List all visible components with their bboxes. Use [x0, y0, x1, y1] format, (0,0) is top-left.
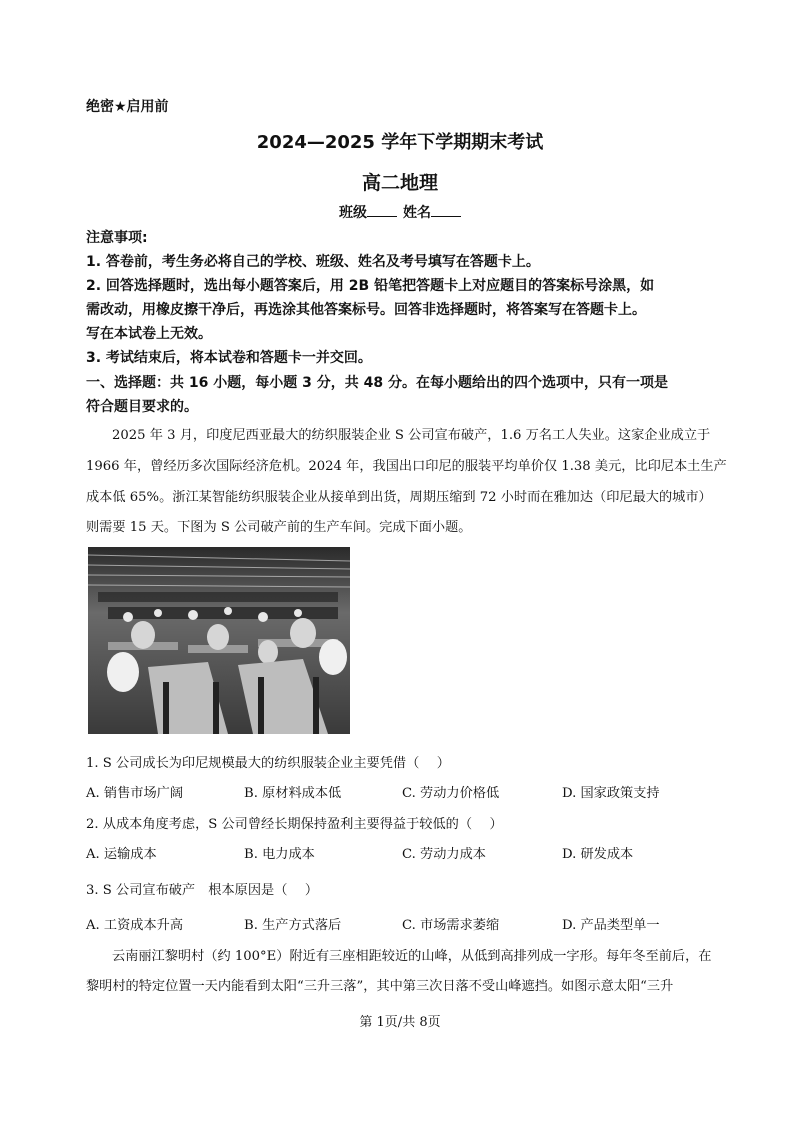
- passage-line: 2025 年 3 月，印度尼西亚最大的纺织服装企业 S 公司宣布破产，1.6 万名工人失业。这家企业成立于: [112, 428, 711, 443]
- option-a: A. 工资成本升高: [86, 918, 184, 933]
- section-heading: 一、选择题：共 16 小题，每小题 3 分，共 48 分。在每小题给出的四个选项中，只有一项是: [86, 375, 668, 391]
- question-stem: 1. S 公司成长为印尼规模最大的纺织服装企业主要凭借（ ）: [86, 756, 450, 771]
- class-name-line: [0, 202, 800, 222]
- option-d: D. 国家政策支持: [562, 786, 660, 801]
- passage-line: 则需要 15 天。下图为 S 公司破产前的生产车间。完成下面小题。: [86, 520, 472, 535]
- notice-item: 3. 考试结束后，将本试卷和答题卡一并交回。: [86, 350, 372, 366]
- page-number: 第 1页/共 8页: [359, 1015, 441, 1030]
- notice-title: 注意事项:: [86, 230, 148, 246]
- notice-item: 2. 回答选择题时，选出每小题答案后，用 2B 铅笔把答题卡上对应题目的答案标号涂黑，如: [86, 278, 655, 294]
- factory-photo-illustration: [88, 547, 350, 734]
- notice-item: 1. 答卷前，考生务必将自己的学校、班级、姓名及考号填写在答题卡上。: [86, 254, 540, 270]
- option-c: C. 劳动力价格低: [402, 786, 500, 801]
- subject-title: 高二地理: [361, 172, 438, 194]
- option-b: B. 生产方式落后: [244, 918, 342, 933]
- notice-item: 需改动，用橡皮擦干净后，再选涂其他答案标号。回答非选择题时，将答案写在答题卡上。: [86, 302, 646, 318]
- option-a: A. 销售市场广阔: [86, 786, 184, 801]
- option-d: D. 产品类型单一: [562, 918, 660, 933]
- option-d: D. 研发成本: [562, 847, 634, 862]
- option-a: A. 运输成本: [86, 847, 157, 862]
- passage-line: 成本低 65%。浙江某智能纺织服装企业从接单到出货，周期压缩到 72 小时而在雅加达（印尼最大的城市）: [86, 490, 712, 505]
- option-b: B. 电力成本: [244, 847, 315, 862]
- class-label: 班级: [339, 205, 367, 221]
- section-heading: 符合题目要求的。: [86, 399, 198, 415]
- name-blank: [431, 202, 461, 217]
- option-c: C. 劳动力成本: [402, 847, 486, 862]
- question-stem: 2. 从成本角度考虑，S 公司曾经长期保持盈利主要得益于较低的（ ）: [86, 817, 503, 832]
- class-blank: [367, 202, 397, 217]
- passage-line: 1966 年，曾经历多次国际经济危机。2024 年，我国出口印尼的服装平均单价仅 1.38 美元，比印尼本土生产: [86, 459, 727, 474]
- passage-line: 云南丽江黎明村（约 100°E）附近有三座相距较近的山峰，从低到高排列成一字形。每年冬至前后，在: [112, 949, 712, 964]
- notice-item: 写在本试卷上无效。: [86, 326, 212, 342]
- name-label: 姓名: [403, 205, 431, 221]
- option-b: B. 原材料成本低: [244, 786, 342, 801]
- exam-title: 2024—2025 学年下学期期末考试: [256, 132, 544, 153]
- factory-workshop-photo: [88, 547, 350, 734]
- confidential-mark: 绝密★启用前: [86, 99, 169, 115]
- option-c: C. 市场需求萎缩: [402, 918, 500, 933]
- passage-line: 黎明村的特定位置一天内能看到太阳“三升三落”，其中第三次日落不受山峰遮挡。如图示意太阳“三升: [86, 979, 674, 994]
- question-stem: 3. S 公司宣布破产 根本原因是（ ）: [86, 883, 319, 898]
